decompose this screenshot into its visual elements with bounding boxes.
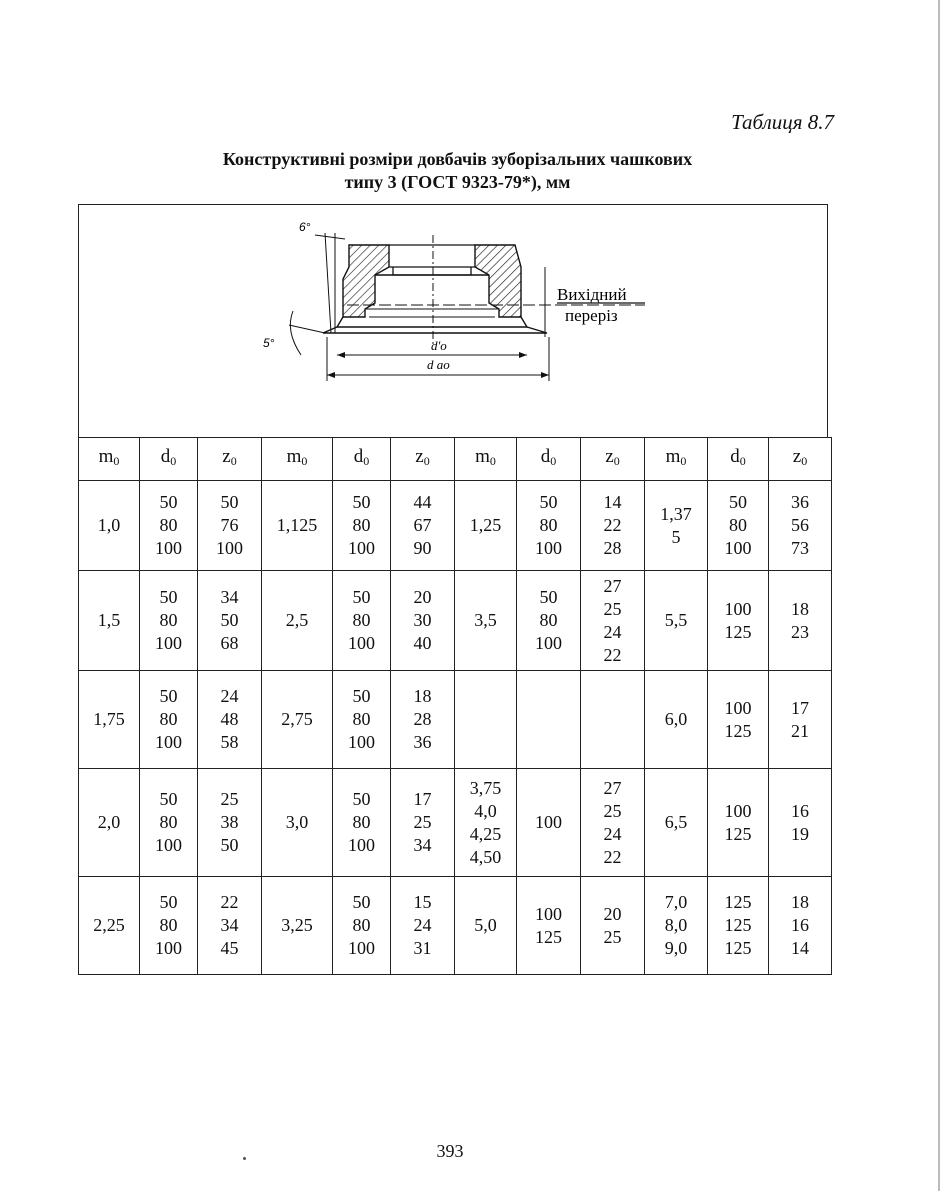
- cell-z0: 34 50 68: [198, 571, 262, 671]
- cell-m0: 2,25: [79, 877, 140, 975]
- cell-z0: 44 67 90: [391, 481, 455, 571]
- cell-z0: 24 48 58: [198, 671, 262, 769]
- cell-d0: 100 125: [708, 571, 769, 671]
- table-label: Таблиця 8.7: [731, 110, 834, 134]
- cell-z0: 17 25 34: [391, 769, 455, 877]
- cell-m0: 2,0: [79, 769, 140, 877]
- table-row: [79, 877, 832, 975]
- table-title: [0, 148, 915, 194]
- cell-m0: 1,37 5: [645, 481, 708, 571]
- cell-m0: 1,5: [79, 571, 140, 671]
- cell-z0: 22 34 45: [198, 877, 262, 975]
- cutter-drawing: [79, 205, 829, 438]
- cell-d0: 50 80 100: [333, 769, 391, 877]
- cell-z0: 18 23: [769, 571, 832, 671]
- angle-left-label: 5°: [263, 336, 275, 350]
- inner-lines: [365, 309, 499, 317]
- cell-z0: 20 25: [581, 877, 645, 975]
- cell-d0: 50 80 100: [140, 877, 198, 975]
- cell-m0: 6,0: [645, 671, 708, 769]
- cell-z0: [581, 671, 645, 769]
- table-row: [79, 769, 832, 877]
- cell-d0: 50 80 100: [708, 481, 769, 571]
- cell-d0: 50 80 100: [333, 481, 391, 571]
- hub-outline: [389, 245, 475, 275]
- cell-m0: 3,5: [455, 571, 517, 671]
- header-z0: $z_0$: [581, 438, 645, 481]
- cell-m0: 2,75: [262, 671, 333, 769]
- cell-d0: 50 80 100: [140, 769, 198, 877]
- exit-label-2: переріз: [565, 306, 618, 325]
- cell-z0: 20 30 40: [391, 571, 455, 671]
- cell-d0: [517, 671, 581, 769]
- table-row: [79, 671, 832, 769]
- cell-m0: 5,5: [645, 571, 708, 671]
- cell-d0: 50 80 100: [517, 571, 581, 671]
- figure-panel: [78, 204, 828, 437]
- cell-z0: 36 56 73: [769, 481, 832, 571]
- cell-z0: 16 19: [769, 769, 832, 877]
- cell-z0: 27 25 24 22: [581, 571, 645, 671]
- header-z0: $z_0$: [391, 438, 455, 481]
- cell-z0: 18 28 36: [391, 671, 455, 769]
- header-d0: $d_0$: [708, 438, 769, 481]
- cell-d0: 100 125: [708, 671, 769, 769]
- cell-d0: 50 80 100: [140, 481, 198, 571]
- header-m0: $m_0$: [455, 438, 517, 481]
- header-z0: $z_0$: [198, 438, 262, 481]
- header-d0: $d_0$: [333, 438, 391, 481]
- cell-z0: 15 24 31: [391, 877, 455, 975]
- cell-m0: 1,25: [455, 481, 517, 571]
- cell-d0: 100 125: [517, 877, 581, 975]
- dim-label-da0: d ao: [427, 357, 450, 372]
- cell-m0: 1,125: [262, 481, 333, 571]
- page-number: 393: [436, 1141, 464, 1161]
- left-wall-section: [343, 245, 389, 317]
- cell-z0: 18 16 14: [769, 877, 832, 975]
- cell-z0: 25 38 50: [198, 769, 262, 877]
- title-line-2: типу 3 (ГОСТ 9323-79*), мм: [344, 172, 571, 192]
- cell-z0: 50 76 100: [198, 481, 262, 571]
- header-d0: $d_0$: [517, 438, 581, 481]
- cell-d0: 50 80 100: [333, 571, 391, 671]
- cell-m0: 7,0 8,0 9,0: [645, 877, 708, 975]
- header-z0: $z_0$: [769, 438, 832, 481]
- header-d0: $d_0$: [140, 438, 198, 481]
- cell-m0: 3,0: [262, 769, 333, 877]
- header-m0: $m_0$: [262, 438, 333, 481]
- table-body: [79, 481, 832, 975]
- table-row: [79, 481, 832, 571]
- dimensions-table: [78, 437, 832, 975]
- cell-m0: 2,5: [262, 571, 333, 671]
- cell-m0: 1,75: [79, 671, 140, 769]
- cell-m0: 5,0: [455, 877, 517, 975]
- title-line-1: Конструктивні розміри довбачів зуборізальних чашкових: [222, 149, 693, 169]
- cutting-edge: [323, 327, 547, 333]
- cell-d0: 50 80 100: [333, 671, 391, 769]
- angle-top-label: 6°: [299, 220, 311, 234]
- cell-m0: 3,25: [262, 877, 333, 975]
- table-row: [79, 571, 832, 671]
- cell-z0: 17 21: [769, 671, 832, 769]
- header-row: [79, 438, 832, 481]
- right-wall-section: [475, 245, 521, 317]
- header-m0: $m_0$: [79, 438, 140, 481]
- cell-z0: 14 22 28: [581, 481, 645, 571]
- cell-d0: 100 125: [708, 769, 769, 877]
- cell-d0: 50 80 100: [333, 877, 391, 975]
- cell-d0: 50 80 100: [140, 671, 198, 769]
- header-m0: $m_0$: [645, 438, 708, 481]
- cell-d0: 125 125 125: [708, 877, 769, 975]
- cell-m0: [455, 671, 517, 769]
- exit-label-1: Вихідний: [557, 285, 627, 304]
- cell-d0: 50 80 100: [517, 481, 581, 571]
- cell-m0: 1,0: [79, 481, 140, 571]
- cell-m0: 6,5: [645, 769, 708, 877]
- cell-d0: 100: [517, 769, 581, 877]
- dim-label-d0: d'o: [431, 338, 447, 353]
- cell-m0: 3,75 4,0 4,25 4,50: [455, 769, 517, 877]
- cell-d0: 50 80 100: [140, 571, 198, 671]
- cell-z0: 27 25 24 22: [581, 769, 645, 877]
